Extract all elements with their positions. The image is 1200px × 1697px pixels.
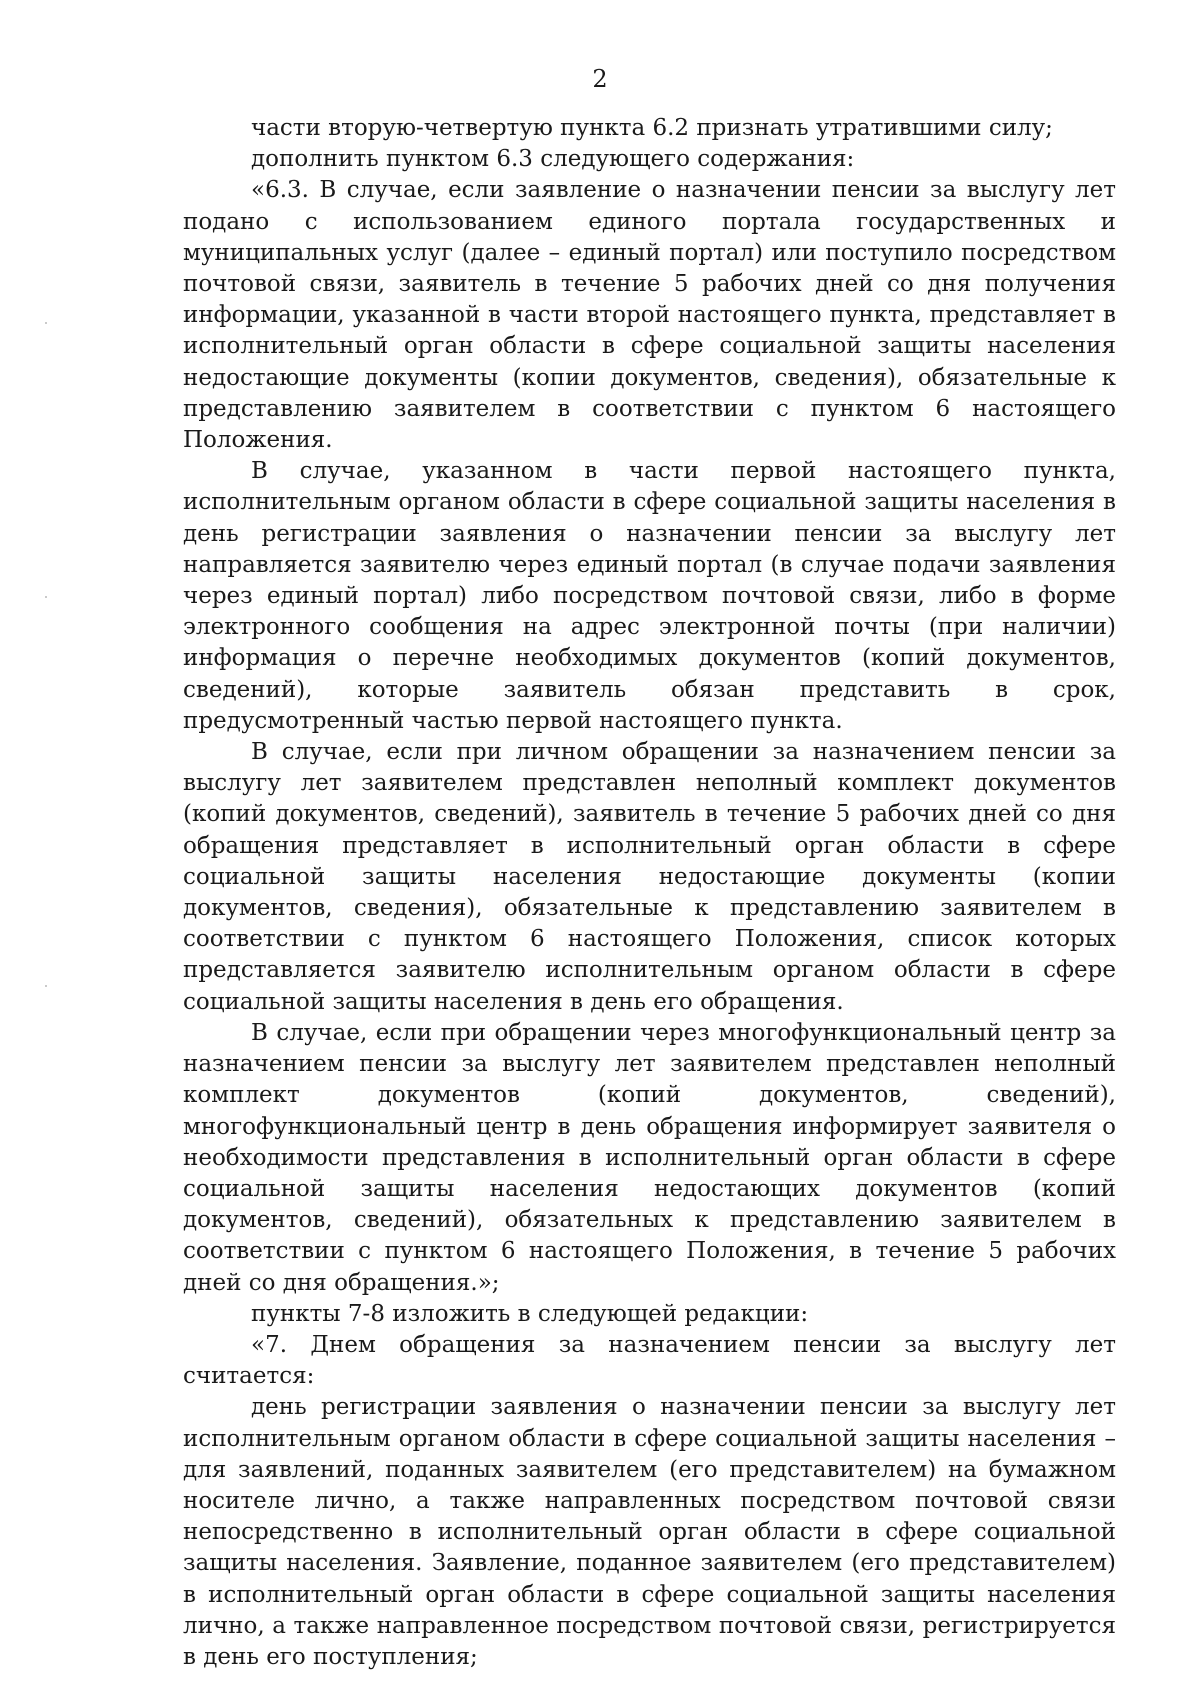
paragraph: В случае, если при личном обращении за назначением пенсии за выслугу лет заявителем представлен неполный комплект документов (копий документов, сведений), заявитель в течение 5 рабочих дней со дня обращения представляет в исполнительный орган области в сфере социальной защиты населения недостающие документы (копии документов, сведения), обязательные к представлению заявителем в соответствии с пунктом 6 настоящего Положения, список которых представляется заявителю исполнительным органом области в сфере социальной защиты населения в день его обращения.	[183, 739, 1116, 1015]
paragraph: части вторую-четвертую пункта 6.2 признать утратившими силу;	[251, 115, 1053, 141]
scan-artifact	[45, 596, 47, 598]
page-number: 2	[592, 65, 608, 93]
scan-artifact	[45, 322, 47, 324]
paragraph: дополнить пунктом 6.3 следующего содержания:	[251, 146, 855, 173]
paragraph: В случае, если при обращении через многофункциональный центр за назначением пенсии за выслугу лет заявителем представлен неполный комплект документов (копий документов, сведений), многофункциональный центр в день обращения информирует заявителя о необходимости представления в исполнительный орган области в сфере социальной защиты населения недостающих документов (копий документов, сведений), обязательных к представлению заявителем в соответствии с пунктом 6 настоящего Положения, в течение 5 рабочих дней со дня обращения.»;	[183, 1019, 1116, 1296]
paragraph: день регистрации заявления о назначении пенсии за выслугу лет исполнительным органом области в сфере социальной защиты населения – для заявлений, поданных заявителем (его представителем) на бумажном носителе лично, а также направленных посредством почтовой связи непосредственно в исполнительный орган области в сфере социальной защиты населения. Заявление, поданное заявителем (его представителем) в исполнительный орган области в сфере социальной защиты населения лично, а также направленное посредством почтовой связи, регистрируется в день его поступления;	[183, 1394, 1116, 1670]
paragraph: «7. Днем обращения за назначением пенсии за выслугу лет считается:	[183, 1331, 1116, 1390]
paragraph: пункты 7-8 изложить в следующей редакции:	[251, 1300, 809, 1327]
paragraph: В случае, указанном в части первой настоящего пункта, исполнительным органом области в сфере социальной защиты населения в день регистрации заявления о назначении пенсии за выслугу лет направляется заявителю через единый портал (в случае подачи заявления через единый портал) либо посредством почтовой связи, либо в форме электронного сообщения на адрес электронной почты (при наличии) информация о перечне необходимых документов (копий документов, сведений), которые заявитель обязан представить в срок, предусмотренный частью первой настоящего пункта.	[183, 458, 1116, 734]
paragraph: «6.3. В случае, если заявление о назначении пенсии за выслугу лет подано с использованием единого портала государственных и муниципальных услуг (далее – единый портал) или поступило посредством почтовой связи, заявитель в течение 5 рабочих дней со дня получения информации, указанной в части второй настоящего пункта, представляет в исполнительный орган области в сфере социальной защиты населения недостающие документы (копии документов, сведения), обязательные к представлению заявителем в соответствии с пунктом 6 настоящего Положения.	[183, 177, 1116, 454]
scan-artifact	[45, 985, 47, 987]
document-body	[183, 113, 1116, 1673]
